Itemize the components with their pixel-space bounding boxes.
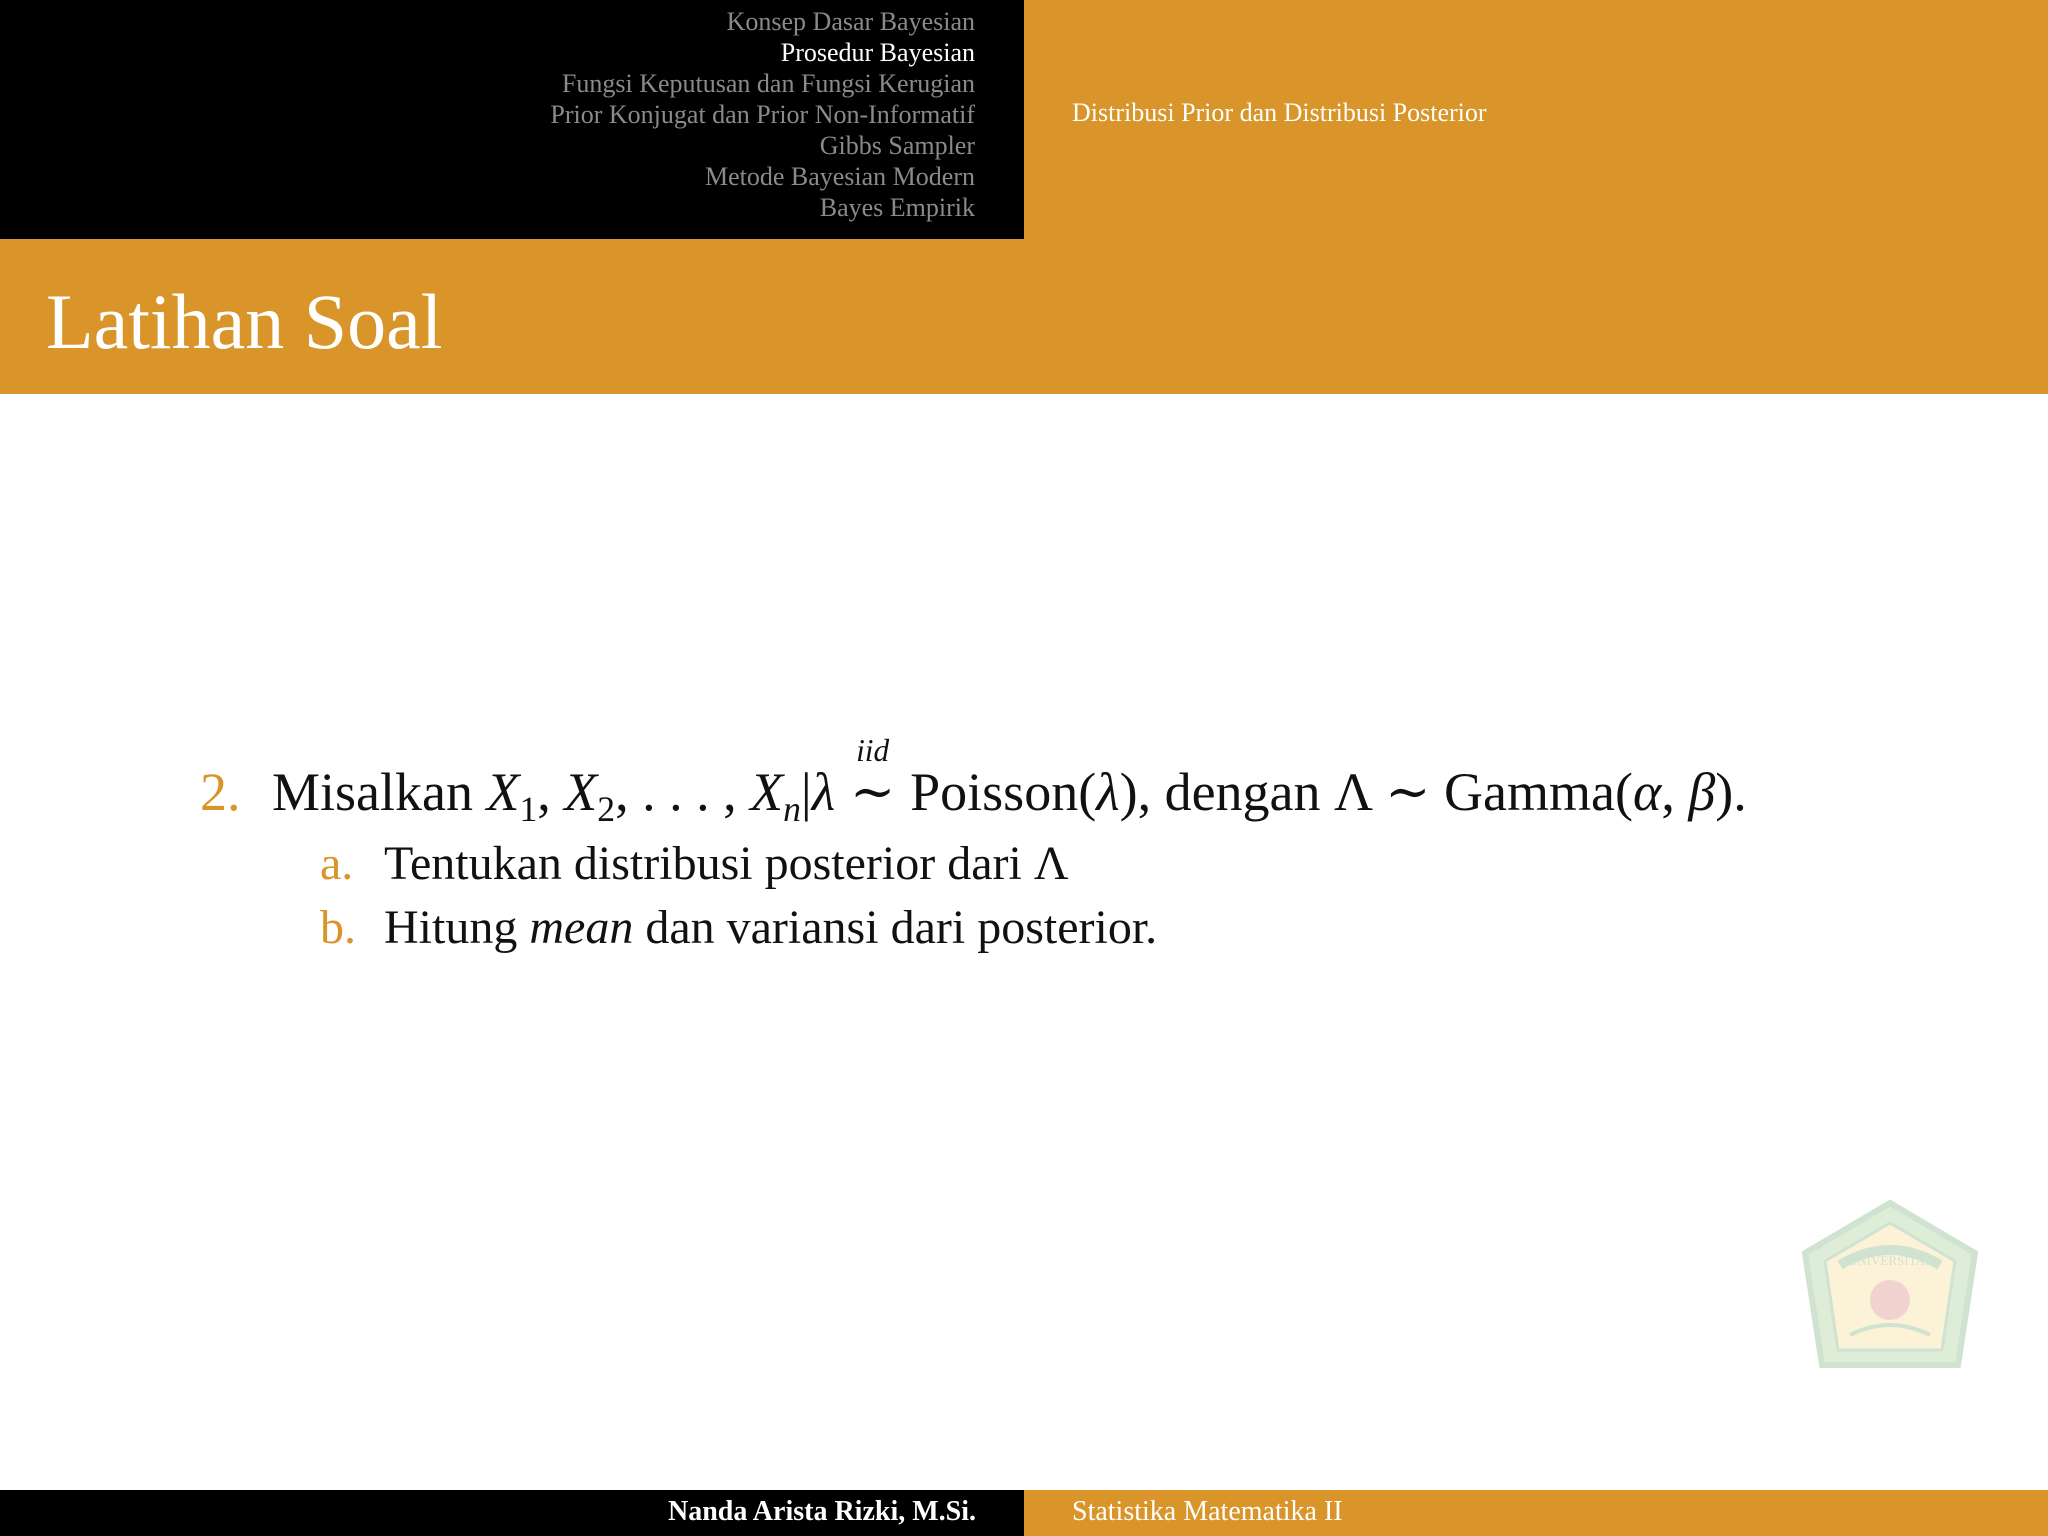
sub-item-a [320, 832, 1960, 896]
sub-item-label: a. [320, 837, 354, 890]
gamma-prior: Λ ∼ Gamma(α, β). [1334, 762, 1747, 822]
footer-course: Statistika Matematika II [1072, 1496, 1343, 1527]
sub-item-text: Tentukan distribusi posterior dari Λ [384, 837, 1069, 890]
sub-item-label: b. [320, 901, 356, 954]
problem-number: 2. [200, 762, 241, 822]
sub-item-list [320, 832, 1960, 960]
footer-author-panel [0, 1490, 1024, 1536]
slide-content [200, 732, 1960, 960]
sub-item-text-before: Hitung [384, 901, 530, 954]
problem-intro: Misalkan [272, 762, 473, 822]
sub-item-emphasis: mean [529, 901, 634, 954]
problem-item [200, 732, 1960, 832]
university-seal-icon [1790, 1195, 1990, 1395]
section-item[interactable]: Gibbs Sampler [819, 131, 975, 160]
problem-dengan: , dengan [1137, 762, 1321, 822]
section-item[interactable]: Bayes Empirik [819, 193, 975, 222]
header-subsection-panel [1024, 0, 2048, 239]
section-item[interactable]: Metode Bayesian Modern [704, 162, 975, 191]
section-item[interactable]: Konsep Dasar Bayesian [726, 7, 975, 36]
svg-text:UNIVERSITAS: UNIVERSITAS [1847, 1253, 1933, 1268]
poisson-distribution: Poisson(λ) [910, 762, 1138, 822]
formula-random-variables: $X_1$, $X_2$, . . . , $X_n|\lambda$ [486, 762, 836, 829]
footer-course-panel [1024, 1490, 2048, 1536]
sub-item-b [320, 896, 1960, 960]
section-list [550, 6, 975, 223]
section-item[interactable]: Fungsi Keputusan dan Fungsi Kerugian [561, 69, 975, 98]
sub-item-text-after: dan variansi dari posterior. [633, 901, 1158, 954]
iid-sim-symbol: iid ∼ [850, 732, 896, 822]
footer-author: Nanda Arista Rizki, M.Si. [667, 1496, 976, 1527]
subsection-title[interactable]: Distribusi Prior dan Distribusi Posterior [1072, 98, 1487, 127]
header-navigation [0, 0, 1024, 239]
section-item-active[interactable]: Prosedur Bayesian [780, 38, 975, 67]
frame-title: Latihan Soal [46, 278, 443, 365]
frame-title-bar [0, 239, 2048, 394]
section-item[interactable]: Prior Konjugat dan Prior Non-Informatif [550, 100, 975, 129]
